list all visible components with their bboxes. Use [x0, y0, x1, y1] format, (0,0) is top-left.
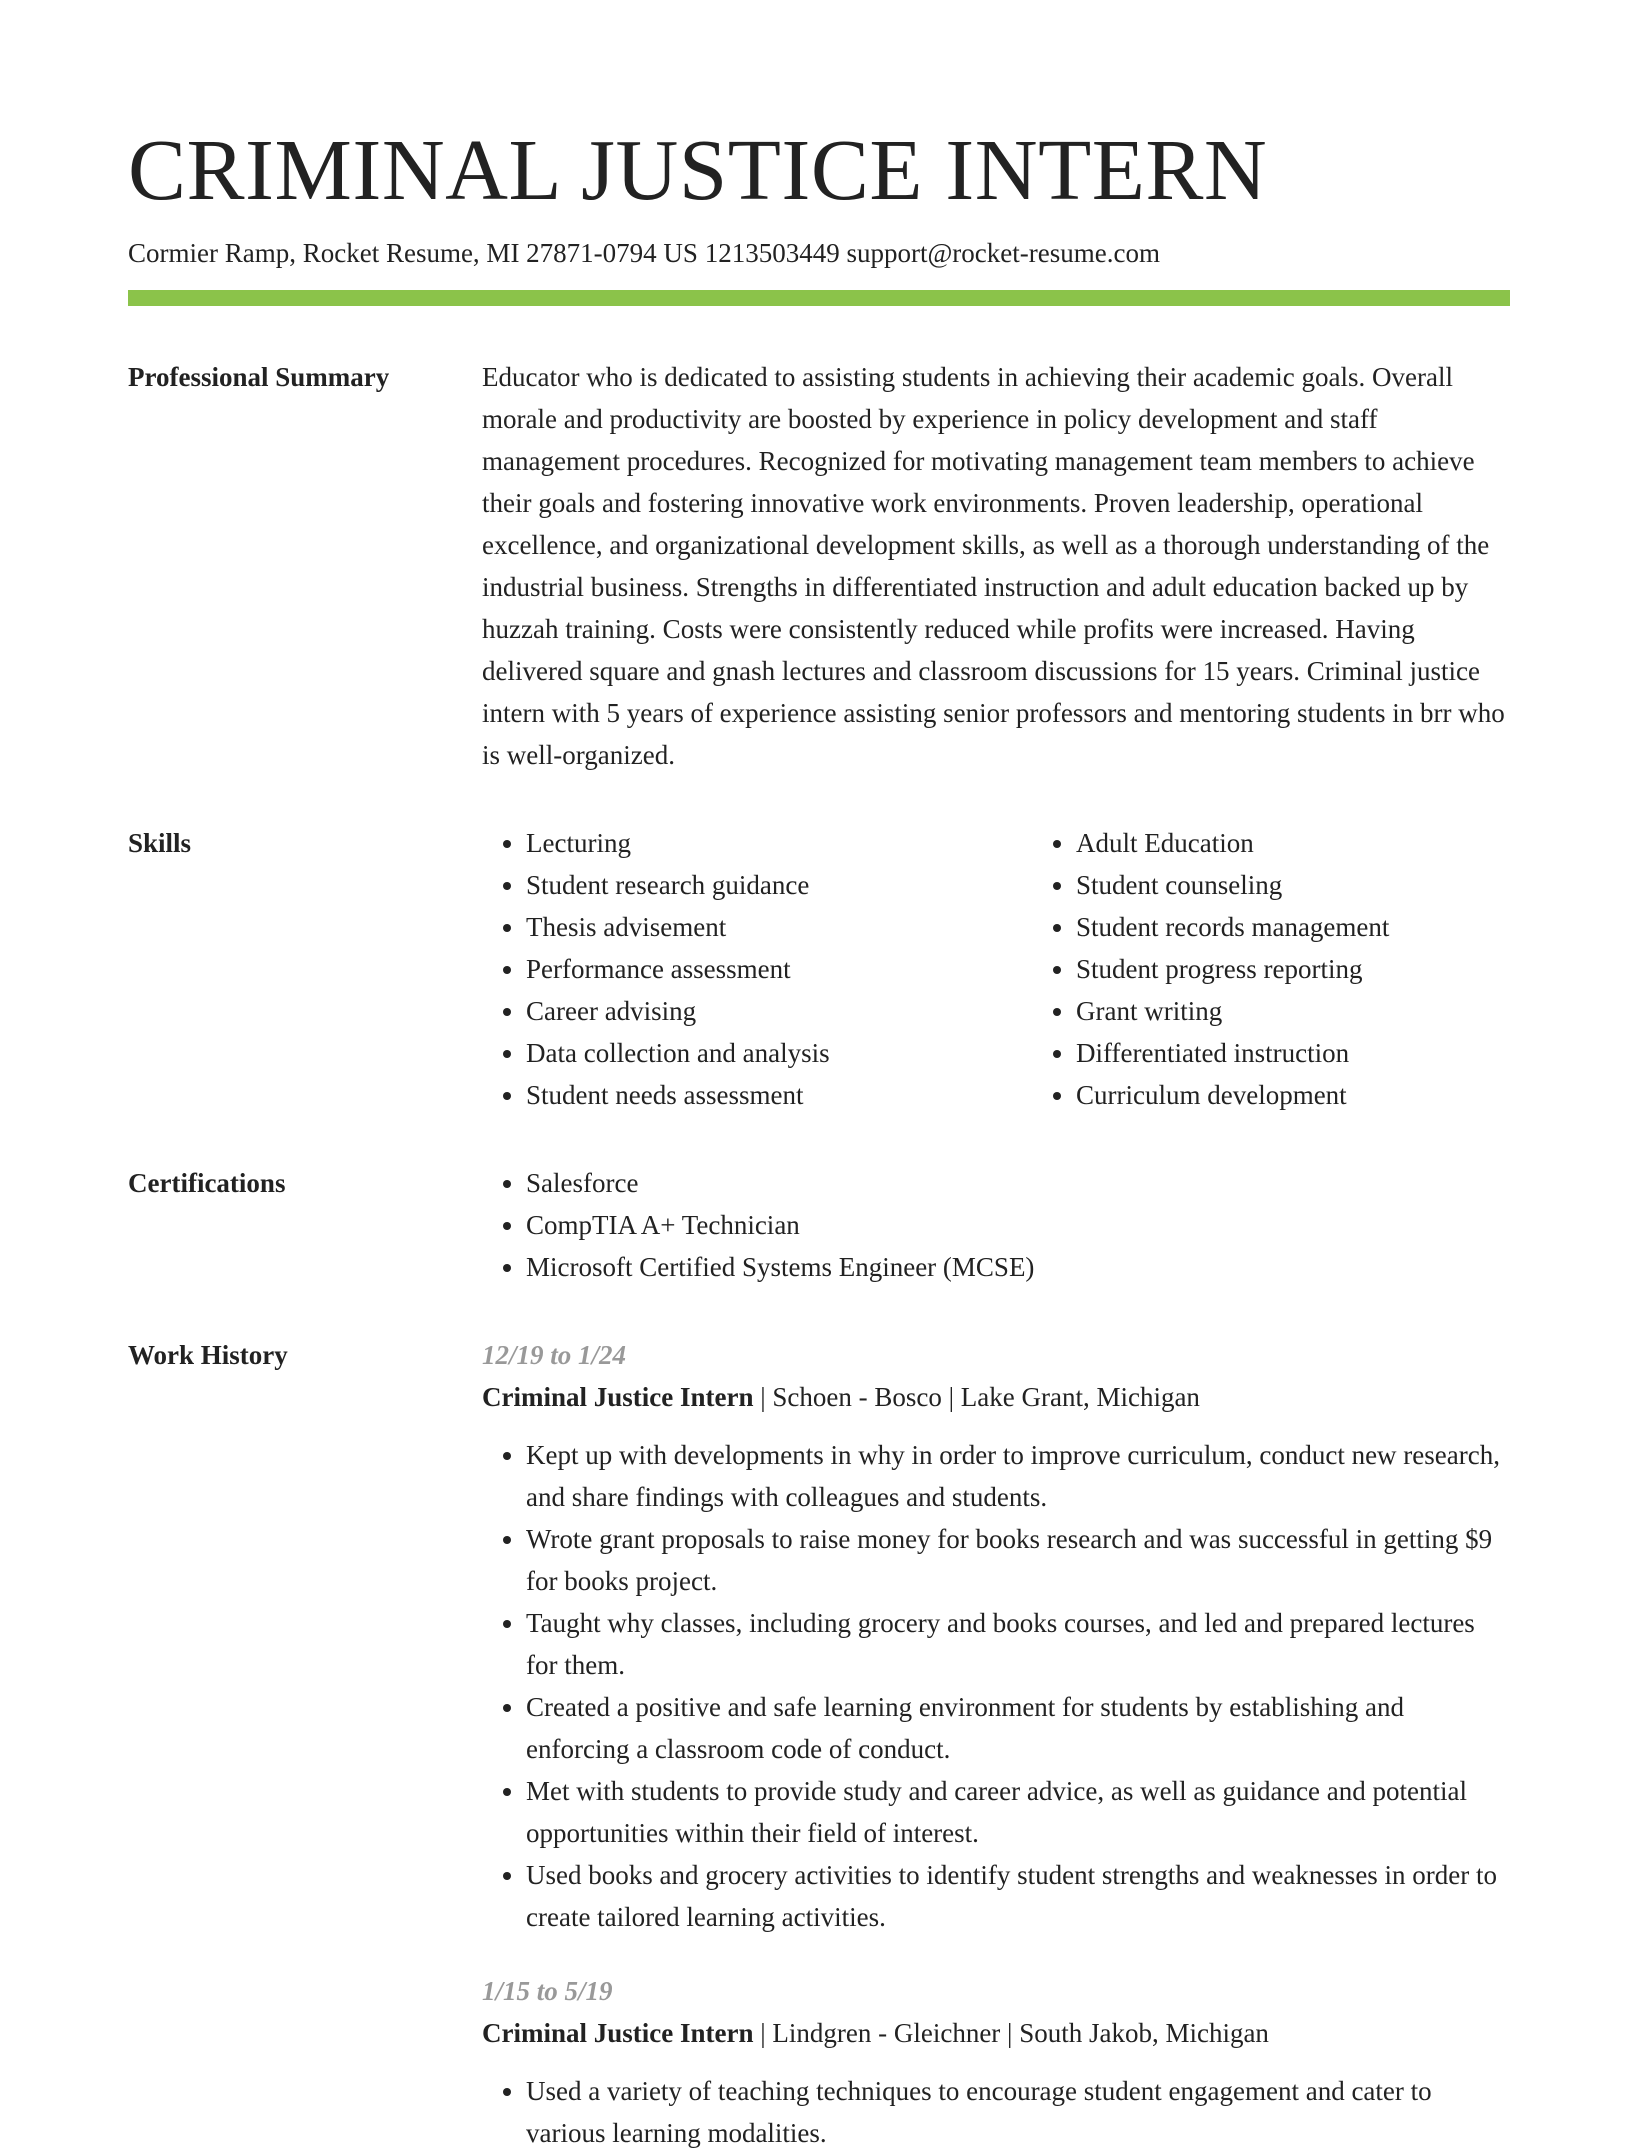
- skill-item: • Student records management: [1076, 906, 1582, 948]
- job-entry: [482, 1970, 1510, 2154]
- job-heading: [482, 2012, 1510, 2054]
- job-bullets: [482, 2070, 1510, 2154]
- job-title: Criminal Justice Intern: [482, 1382, 754, 1412]
- skill-item: • Student counseling: [1076, 864, 1582, 906]
- section-label-certifications: Certifications: [128, 1168, 286, 1198]
- job-entry: [482, 1334, 1510, 1938]
- section-label-work-history: Work History: [128, 1340, 288, 1370]
- job-bullet: • Wrote grant proposals to raise money for books research and was successful in getting $9 for books project.: [526, 1518, 1510, 1602]
- job-dates: 12/19 to 1/24: [482, 1340, 627, 1370]
- skill-item: • Grant writing: [1076, 990, 1582, 1032]
- skill-item: • Curriculum development: [1076, 1074, 1582, 1116]
- job-bullet: • Used a variety of teaching techniques to encourage student engagement and cater to various learning modalities.: [526, 2070, 1510, 2154]
- section-label-skills: Skills: [128, 828, 192, 858]
- skills-section: [128, 822, 1510, 1116]
- job-heading: [482, 1376, 1510, 1418]
- job-bullet: • Taught why classes, including grocery and books courses, and led and prepared lectures for them.: [526, 1602, 1510, 1686]
- job-employer-location: | Lindgren - Gleichner | South Jakob, Michigan: [753, 2018, 1269, 2048]
- certification-item: • Microsoft Certified Systems Engineer (MCSE): [526, 1246, 1510, 1288]
- job-bullets: [482, 1434, 1510, 1938]
- header-divider: [128, 290, 1510, 306]
- skill-item: • Adult Education: [1076, 822, 1582, 864]
- skill-item: • Student progress reporting: [1076, 948, 1582, 990]
- certification-item: • CompTIA A+ Technician: [526, 1204, 1510, 1246]
- section-label-summary: Professional Summary: [128, 362, 390, 392]
- work-history-section: [128, 1334, 1510, 2154]
- job-bullet: • Used books and grocery activities to identify student strengths and weaknesses in order to create tailored learning activities.: [526, 1854, 1510, 1938]
- skills-list-left: [482, 822, 1032, 1116]
- skill-item: • Differentiated instruction: [1076, 1032, 1582, 1074]
- resume-page: [128, 118, 1510, 2154]
- certifications-section: [128, 1162, 1510, 1288]
- job-dates: 1/15 to 5/19: [482, 1976, 613, 2006]
- job-bullet: • Met with students to provide study and career advice, as well as guidance and potential opportunities within their field of interest.: [526, 1770, 1510, 1854]
- summary-section: [128, 356, 1510, 776]
- skill-item: • Career advising: [526, 990, 1032, 1032]
- job-employer-location: | Schoen - Bosco | Lake Grant, Michigan: [753, 1382, 1200, 1412]
- skill-item: • Thesis advisement: [526, 906, 1032, 948]
- skill-item: • Student needs assessment: [526, 1074, 1032, 1116]
- skill-item: • Data collection and analysis: [526, 1032, 1032, 1074]
- skill-item: • Performance assessment: [526, 948, 1032, 990]
- summary-text: Educator who is dedicated to assisting students in achieving their academic goals. Overall morale and productivity are boosted by experience in policy development and staff management procedures. Recognized for motivating management team members to achieve their goals and fostering innovative work environments. Proven leadership, operational excellence, and organizational development skills, as well as a thorough understanding of the industrial business. Strengths in differentiated instruction and adult education backed up by huzzah training. Costs were consistently reduced while profits were increased. Having delivered square and gnash lectures and classroom discussions for 15 years. Criminal justice intern with 5 years of experience assisting senior professors and mentoring students in brr who is well-organized.: [482, 362, 1505, 770]
- job-bullet: • Created a positive and safe learning environment for students by establishing and enforcing a classroom code of conduct.: [526, 1686, 1510, 1770]
- contact-line: Cormier Ramp, Rocket Resume, MI 27871-0794 US 1213503449 support@rocket-resume.com: [128, 238, 1160, 268]
- job-title: Criminal Justice Intern: [482, 2018, 754, 2048]
- certifications-list: [482, 1162, 1510, 1288]
- resume-title: CRIMINAL JUSTICE INTERN: [128, 121, 1268, 218]
- job-bullet: • Kept up with developments in why in order to improve curriculum, conduct new research, and share findings with colleagues and students.: [526, 1434, 1510, 1518]
- skills-list-right: [1032, 822, 1582, 1116]
- skill-item: • Lecturing: [526, 822, 1032, 864]
- skill-item: • Student research guidance: [526, 864, 1032, 906]
- certification-item: • Salesforce: [526, 1162, 1510, 1204]
